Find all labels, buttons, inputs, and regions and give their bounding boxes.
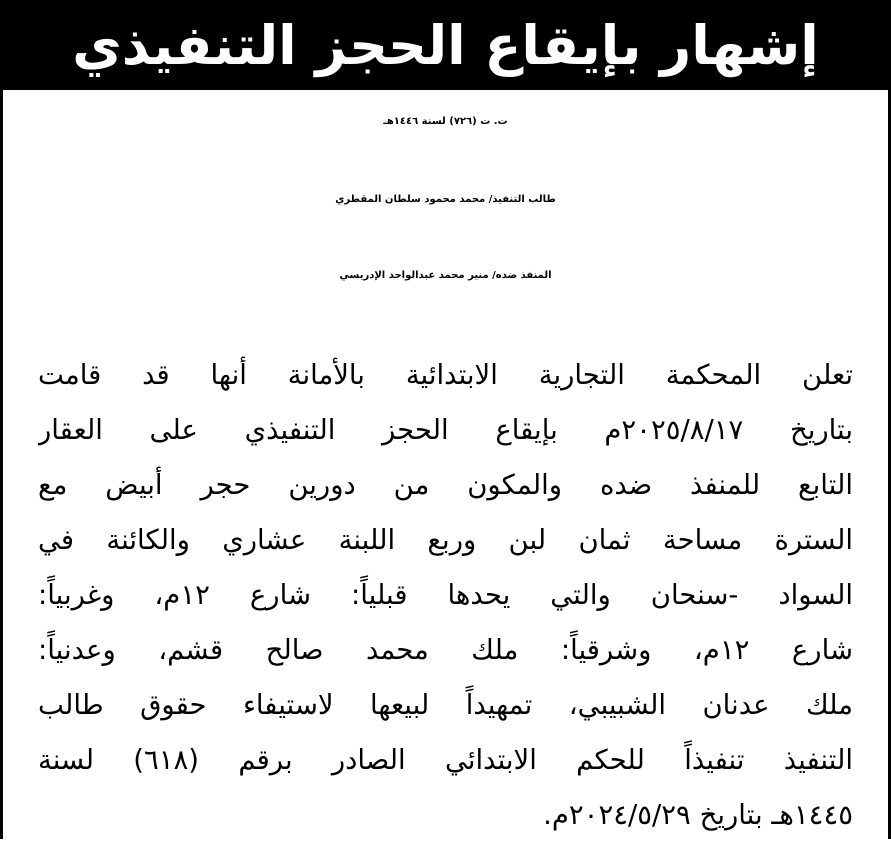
body-line: شارع ١٢م، وشرقياً: ملك محمد صالح قشم، وعدنياً: <box>38 634 853 666</box>
body-line: السواد -سنحان والتي يحدها قبلياً: شارع ١٢م، وغربياً: <box>38 579 853 611</box>
body-line: بتاريخ ٢٠٢٥/٨/١٧م بإيقاع الحجز التنفيذي على العقار <box>38 414 853 446</box>
notice-header <box>0 0 891 90</box>
body-line: تعلن المحكمة التجارية الابتدائية بالأمانة أنها قد قامت <box>38 359 853 391</box>
body-line: ١٤٤٥هـ بتاريخ ٢٠٢٤/٥/٢٩م. <box>543 799 853 831</box>
notice-title: إشهار بإيقاع الحجز التنفيذي <box>72 13 819 77</box>
notice-body <box>38 348 853 843</box>
case-number: ت. ت (٧٢٦) لسنة ١٤٤٦هـ <box>383 116 508 127</box>
body-line: ملك عدنان الشبيبي، تمهيداً لبيعها لاستيفاء حقوق طالب <box>38 689 853 721</box>
body-line: السترة مساحة ثمان لبن وربع اللبنة عشاري والكائنة في <box>38 524 853 556</box>
applicant-line: طالب التنفيذ/ محمد محمود سلطان المقطري <box>335 194 556 205</box>
body-line: التابع للمنفذ ضده والمكون من دورين حجر أبيض مع <box>38 469 853 501</box>
body-line: التنفيذ تنفيذاً للحكم الابتدائي الصادر برقم (٦١٨) لسنة <box>38 744 853 776</box>
notice-content <box>0 90 891 840</box>
defendant-line: المنفذ ضده/ منير محمد عبدالواحد الإدريسي <box>339 270 552 281</box>
